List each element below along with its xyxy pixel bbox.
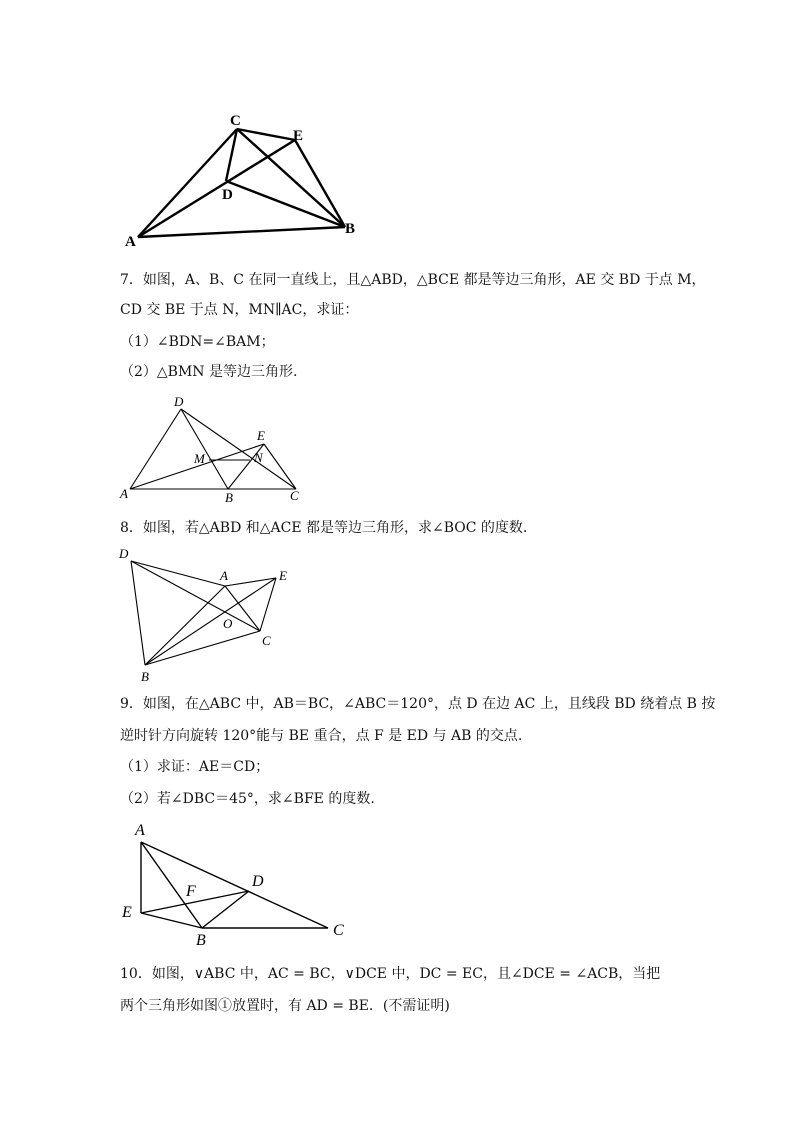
q9-part2: （2）若∠DBC＝45°，求∠BFE 的度数. [120,791,375,807]
label-b: B [196,932,206,949]
label-c: C [333,922,344,939]
label-c: C [290,488,299,503]
label-b: B [345,221,356,237]
label-a: A [125,234,136,250]
segment-dc [131,561,260,631]
figure-q8-svg [0,545,794,685]
segment-ae [225,578,276,586]
q8-line1: 8．如图，若△ABD 和△ACE 都是等边三角形，求∠BOC 的度数. [120,520,528,536]
label-n: N [254,450,263,465]
label-d: D [252,873,264,890]
label-o: O [223,616,233,631]
label-f: F [186,883,196,900]
q7-part2: （2）△BMN 是等边三角形. [120,364,298,380]
figure-1-svg [0,0,794,260]
label-e: E [257,428,265,443]
segment-db [226,181,345,227]
segment-ac [141,842,328,928]
segment-da [131,561,225,586]
segment-dc [181,409,296,489]
label-b: B [225,490,233,505]
label-c: C [262,633,271,648]
q7-line1: 7．如图，A、B、C 在同一直线上，且△ABD，△BCE 都是等边三角形，AE 交 BD 于点 M， [120,272,706,288]
q7-line2: CD 交 BE 于点 N，MN∥AC，求证： [120,302,359,318]
figure-q7 [0,390,794,510]
segment-ac [138,129,237,237]
q9-line2: 逆时针方向旋转 120°能与 BE 重合，点 F 是 ED 与 AB 的交点. [120,728,523,744]
q9-part1: （1）求证：AE＝CD； [120,759,270,775]
label-a: A [220,568,228,583]
label-c: C [230,113,241,129]
figure-q8 [0,545,794,685]
segment-ad [130,409,181,489]
q10-line2: 两个三角形如图①放置时，有 AD = BE．(不需证明) [120,998,450,1014]
q10-line1: 10．如图，∨ABC 中，AC = BC，∨DCE 中，DC = EC，且∠DCE = ∠ACB，当把 [120,966,661,982]
q9-line1: 9．如图，在△ABC 中，AB＝BC，∠ABC＝120°，点 D 在边 AC 上，且线段 BD 绕着点 B 按 [120,696,716,712]
label-d: D [222,187,233,203]
figure-q7-svg [0,390,794,510]
segment-db [131,561,145,665]
label-e: E [122,904,132,921]
figure-triangles-abcde [0,0,794,260]
label-b: B [141,669,149,684]
segment-eb [295,140,345,227]
segment-ec [260,578,276,631]
figure-q9-svg [0,815,794,950]
label-d: D [174,394,184,409]
segment-ec [264,444,296,489]
label-d: D [119,546,129,561]
label-e: E [293,128,304,144]
q7-part1: （1）∠BDN=∠BAM； [120,334,275,350]
segment-bd [202,891,249,928]
label-a: A [135,822,145,839]
segment-be [145,578,276,665]
label-m: M [194,451,205,466]
segment-ba [138,227,345,237]
segment-db [181,409,228,489]
label-e: E [279,568,287,583]
segment-cd [226,129,237,181]
figure-q9 [0,815,794,950]
segment-ae [138,140,295,237]
label-a: A [120,486,128,501]
